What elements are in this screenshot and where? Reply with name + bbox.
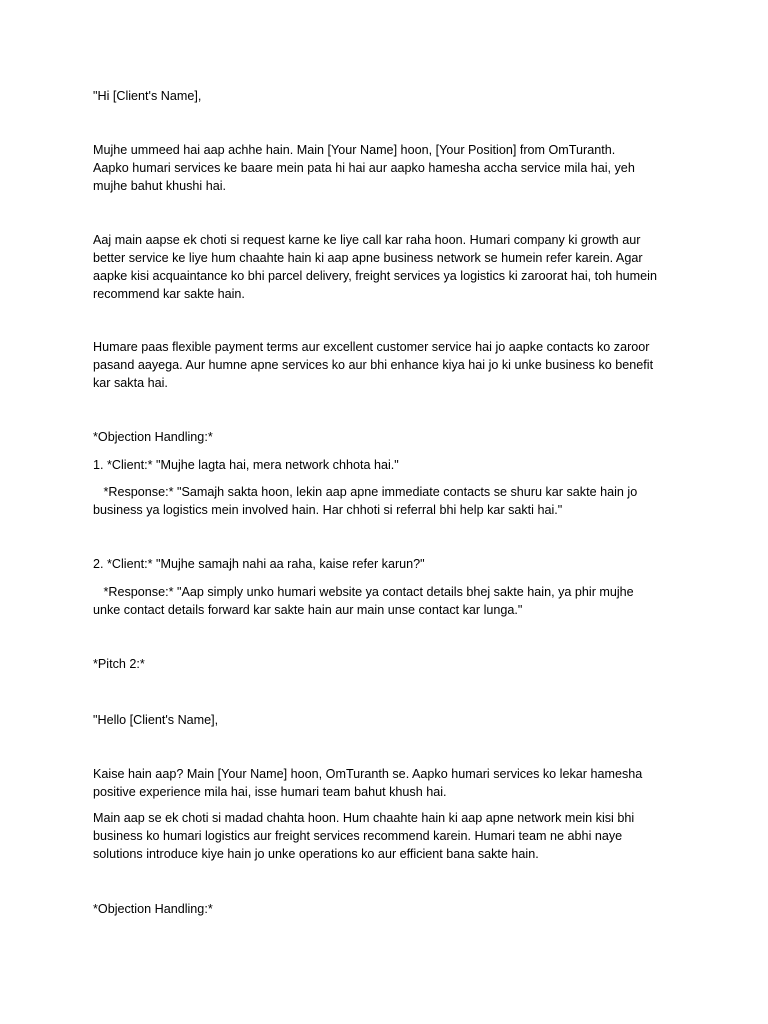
text-line: aapke kisi acquaintance ko bhi parcel delivery, freight services ya logistics ki zaroorat hai, toh humein (93, 269, 657, 283)
text-line: unke contact details forward kar sakte hain aur main unse contact kar lunga." (93, 603, 523, 617)
text-line: business ko humari logistics aur freight services recommend karein. Humari team ne abhi naye (93, 829, 623, 843)
objection-heading (93, 428, 693, 446)
text-line: *Pitch 2:* (93, 657, 145, 671)
objection-1-client (93, 456, 693, 474)
text-line: better service ke liye hum chaahte hain ki aap apne business network se humein refer karein. Agar (93, 251, 643, 265)
intro-paragraph (93, 141, 693, 195)
objection-1-response (93, 483, 693, 519)
text-line: Aaj main aapse ek choti si request karne ke liye call kar raha hoon. Humari company ki growth aur (93, 233, 641, 247)
text-line: pasand aayega. Aur humne apne services ko aur bhi enhance kiya hai jo ki unke business ko benefit (93, 358, 654, 372)
text-line: 1. *Client:* "Mujhe lagta hai, mera network chhota hai." (93, 458, 399, 472)
text-line: *Objection Handling:* (93, 902, 213, 916)
pitch-2-heading (93, 655, 693, 673)
text-line: *Response:* "Samajh sakta hoon, lekin aap apne immediate contacts se shuru kar sakte hain jo (93, 485, 638, 499)
text-line: kar sakta hai. (93, 376, 168, 390)
greeting-line-2 (93, 711, 693, 729)
text-line: *Response:* "Aap simply unko humari website ya contact details bhej sakte hain, ya phir mujhe (93, 585, 634, 599)
text-line: Humare paas flexible payment terms aur excellent customer service hai jo aapke contacts ko zaroor (93, 340, 650, 354)
text-line: recommend kar sakte hain. (93, 287, 245, 301)
text-line: "Hi [Client's Name], (93, 89, 202, 103)
text-line: 2. *Client:* "Mujhe samajh nahi aa raha, kaise refer karun?" (93, 557, 425, 571)
objection-2-response (93, 583, 693, 619)
pitch-2-intro-paragraph (93, 765, 693, 801)
text-line: Kaise hain aap? Main [Your Name] hoon, OmTuranth se. Aapko humari services ko lekar hamesha (93, 767, 643, 781)
request-paragraph (93, 231, 693, 303)
text-line: "Hello [Client's Name], (93, 713, 219, 727)
text-line: positive experience mila hai, isse humari team bahut khush hai. (93, 785, 447, 799)
text-line: Mujhe ummeed hai aap achhe hain. Main [Your Name] hoon, [Your Position] from OmTuranth. (93, 143, 616, 157)
text-line: mujhe bahut khushi hai. (93, 179, 227, 193)
benefits-paragraph (93, 338, 693, 392)
text-line: solutions introduce kiye hain jo unke operations ko aur efficient bana sakte hain. (93, 847, 539, 861)
pitch-2-request-paragraph (93, 809, 693, 863)
text-line: Main aap se ek choti si madad chahta hoon. Hum chaahte hain ki aap apne network mein kisi bhi (93, 811, 635, 825)
text-line: Aapko humari services ke baare mein pata hi hai aur aapko hamesha accha service mila hai, yeh (93, 161, 635, 175)
objection-2-client (93, 555, 693, 573)
objection-heading-2 (93, 900, 693, 918)
text-line: business ya logistics mein involved hain. Har chhoti si referral bhi help kar sakti hai." (93, 503, 563, 517)
greeting-line (93, 87, 693, 105)
text-line: *Objection Handling:* (93, 430, 213, 444)
